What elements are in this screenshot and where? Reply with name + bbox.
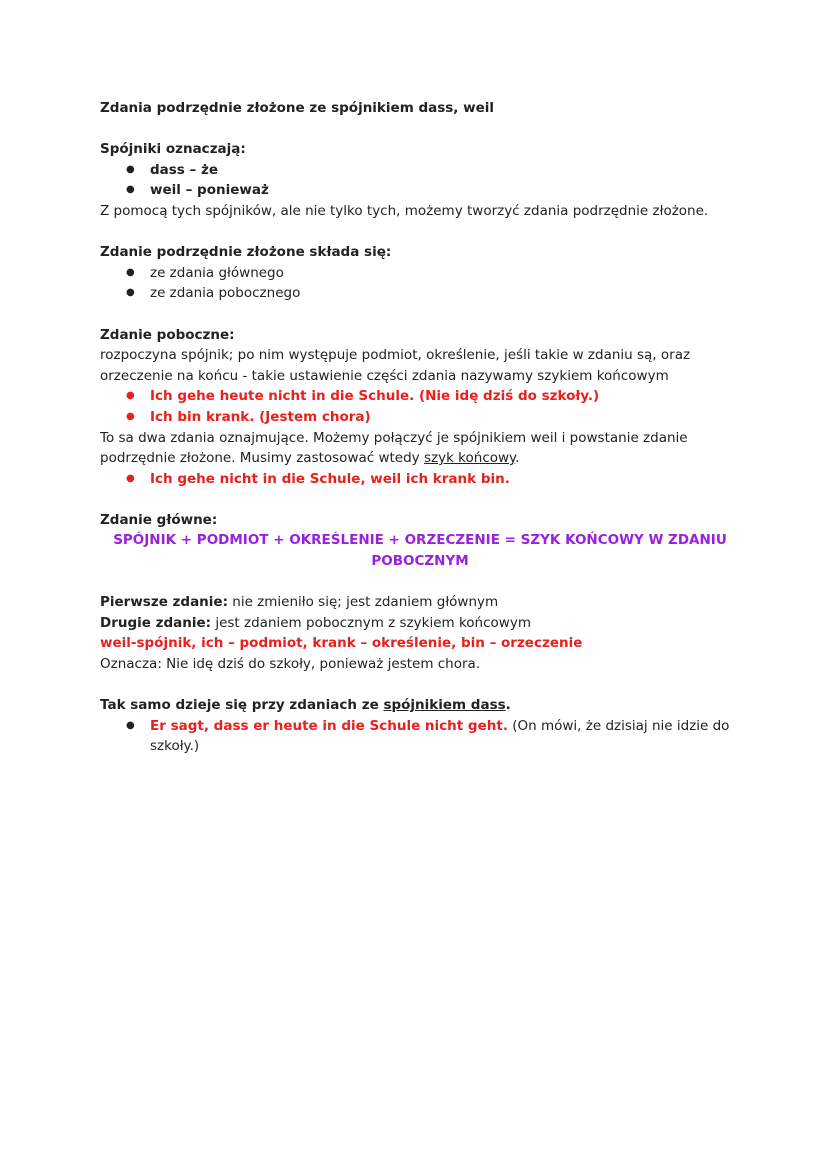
dass-translation: (On mówi, że dzisiaj nie idzie do szkoły.) — [150, 717, 730, 755]
sentence-parts: weil-spójnik, ich – podmiot, krank – określenie, bin – orzeczenie — [100, 635, 583, 652]
szyk-link: szyk końcowy — [423, 450, 516, 467]
spojniki-note: Z pomocą tych spójników, ale nie tylko tych, możemy tworzyć zdania podrzędnie złożone. — [100, 202, 709, 219]
poboczne-heading: Zdanie poboczne: — [100, 326, 235, 343]
first-label: Pierwsze zdanie: — [100, 594, 228, 611]
first-text: nie zmieniło się; jest zdaniem głównym — [227, 594, 499, 611]
poboczne-text: rozpoczyna spójnik; po nim występuje podmiot, określenie, jeśli takie w zdaniu są, oraz orzeczenie na końcu - takie ustawienie części zdania nazywamy szykiem końcowym — [100, 347, 691, 384]
spojniki-list — [100, 160, 740, 201]
list-item: ● ze zdania pobocznego — [100, 283, 740, 304]
example-item — [100, 716, 740, 757]
example-item: ● Ich bin krank. (Jestem chora) — [100, 407, 740, 428]
formula: SPÓJNIK + PODMIOT + OKREŚLENIE + ORZECZENIE = SZYK KOŃCOWY W ZDANIU POBOCZNYM — [113, 532, 727, 570]
text2-end: . — [515, 450, 520, 467]
list-item: ● weil – ponieważ — [100, 180, 740, 201]
text2-start: To sa dwa zdania oznajmujące. Możemy połączyć je spójnikiem weil i powstanie zdanie podrzędnie złożone. Musimy zastosować wtedy — [100, 429, 688, 467]
poboczne-text2 — [100, 428, 740, 469]
second-sentence — [100, 613, 740, 634]
dass-example: Er sagt, dass er heute in die Schule nicht geht. — [150, 717, 508, 734]
dass-heading — [100, 695, 740, 716]
first-sentence — [100, 592, 740, 613]
document-title: Zdania podrzędnie złożone ze spójnikiem dass, weil — [100, 100, 495, 116]
second-label: Drugie zdanie: — [100, 614, 212, 631]
dass-heading-start: Tak samo dzieje się przy zdaniach ze — [100, 697, 384, 714]
combined-list — [100, 469, 740, 490]
second-text: jest zdaniem pobocznym z szykiem końcowym — [211, 614, 531, 631]
sklad-heading: Zdanie podrzędnie złożone składa się: — [100, 244, 392, 261]
example-item: ● Ich gehe nicht in die Schule, weil ich krank bin. — [100, 469, 740, 490]
list-item: ● ze zdania głównego — [100, 263, 740, 284]
example-item: ● Ich gehe heute nicht in die Schule. (Nie idę dziś do szkoły.) — [100, 386, 740, 407]
dass-heading-end: . — [505, 697, 511, 714]
spojniki-heading: Spójniki oznaczają: — [100, 141, 246, 158]
document-content — [100, 98, 740, 757]
meaning: Oznacza: Nie idę dziś do szkoły, ponieważ jestem chora. — [100, 656, 481, 673]
sklad-list — [100, 263, 740, 304]
dass-heading-link: spójnikiem dass — [383, 697, 506, 714]
poboczne-examples — [100, 386, 740, 427]
list-item: ● dass – że — [100, 160, 740, 181]
dass-list — [100, 716, 740, 757]
glowne-heading: Zdanie główne: — [100, 511, 218, 528]
